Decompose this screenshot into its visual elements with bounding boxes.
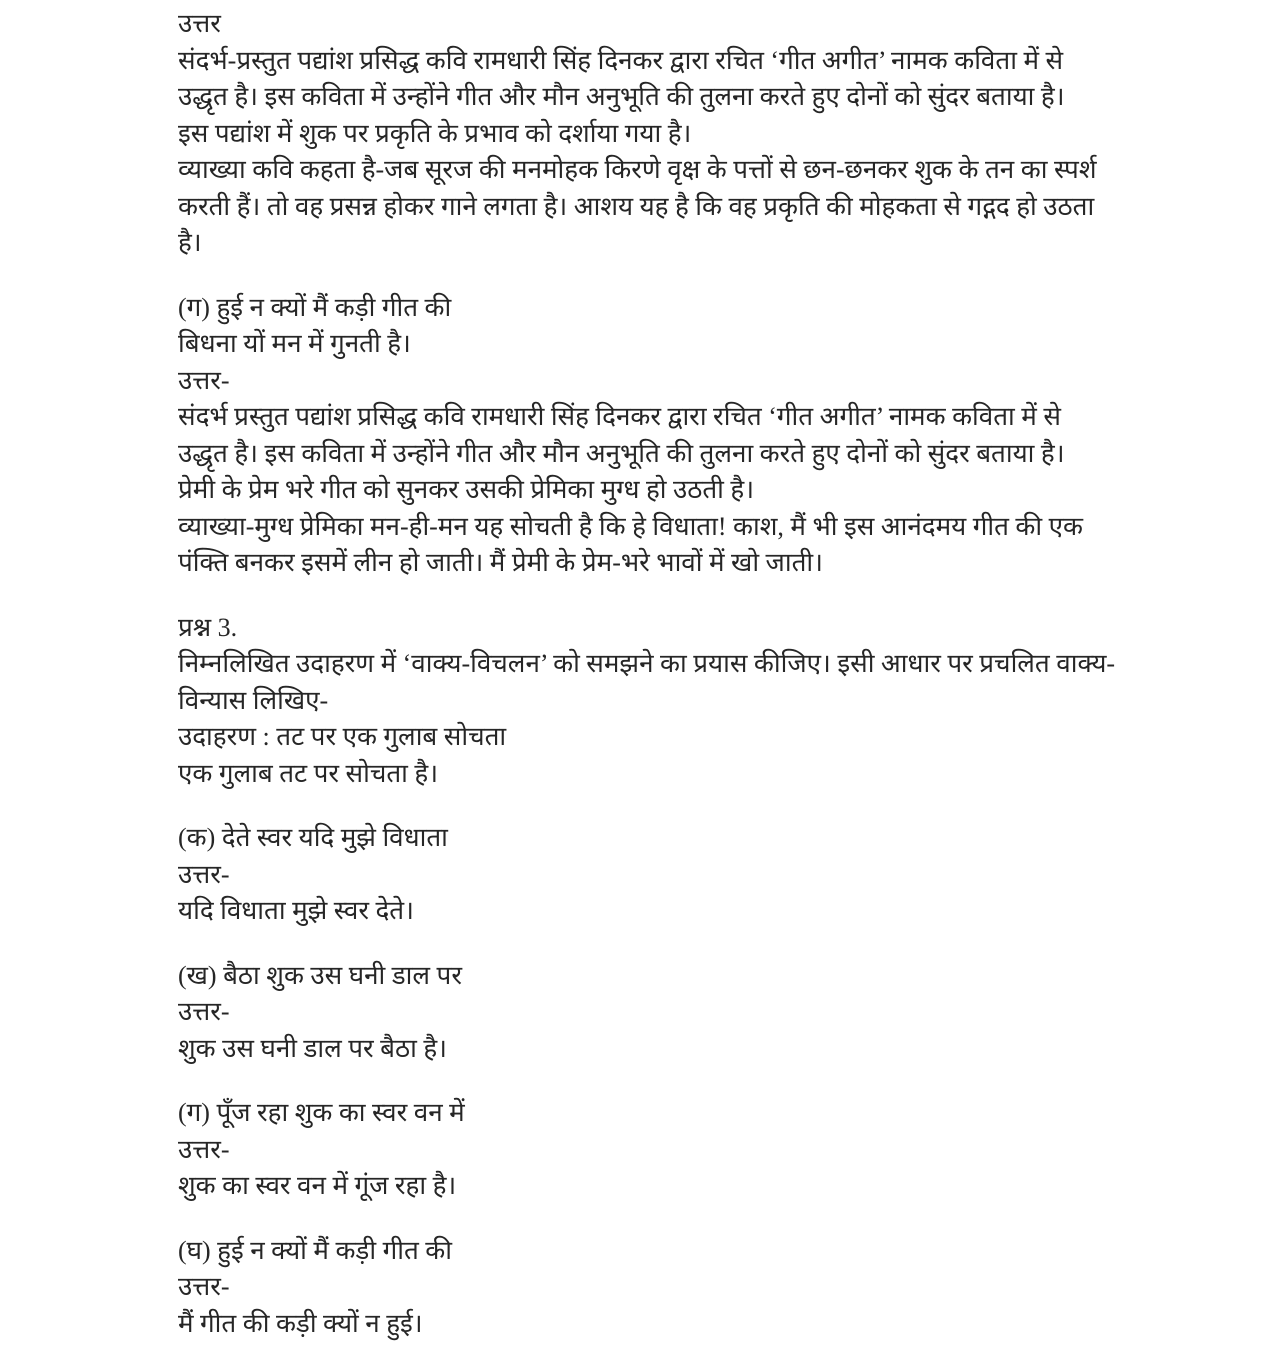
- text-line: पंक्ति बनकर इसमें लीन हो जाती। मैं प्रेमी के प्रेम-भरे भावों में खो जाती।: [178, 548, 823, 577]
- section-part-ga: [178, 1095, 1235, 1205]
- example-line: उदाहरण : तट पर एक गुलाब सोचता: [178, 722, 507, 751]
- answer-heading: उत्तर-: [178, 859, 230, 889]
- answer-heading: उत्तर-: [178, 1134, 230, 1164]
- verse-line: (ख) बैठा शुक उस घनी डाल पर: [178, 960, 462, 990]
- text-line: व्याख्या-मुग्ध प्रेमिका मन-ही-मन यह सोचती है कि हे विधाता! काश, मैं भी इस आनंदमय गीत की एक: [178, 511, 1083, 541]
- text-line: उद्धृत है। इस कविता में उन्होंने गीत और मौन अनुभूति की तुलना करते हुए दोनों को सुंदर बताया है।: [178, 438, 1065, 468]
- verse-line: (ग) हुई न क्यों मैं कड़ी गीत की: [178, 292, 452, 322]
- answer-line: शुक उस घनी डाल पर बैठा है।: [178, 1033, 448, 1063]
- text-line: संदर्भ प्रस्तुत पद्यांश प्रसिद्ध कवि रामधारी सिंह दिनकर द्वारा रचित ‘गीत अगीत’ नामक कविता में से: [178, 402, 1061, 431]
- answer-heading: उत्तर: [178, 9, 221, 38]
- section-part-kha: [178, 958, 1235, 1068]
- text-line: इस पद्यांश में शुक पर प्रकृति के प्रभाव को दर्शाया गया है।: [178, 118, 692, 148]
- section-part-ka: [178, 820, 1235, 930]
- text-line: व्याख्या कवि कहता है-जब सूरज की मनमोहक किरणे वृक्ष के पत्तों से छन-छनकर शुक के तन का स्पर्श: [178, 155, 1097, 184]
- answer-line: यदि विधाता मुझे स्वर देते।: [178, 896, 414, 925]
- section-question-ga-verse: [178, 290, 1235, 582]
- text-line: प्रेमी के प्रेम भरे गीत को सुनकर उसकी प्रेमिका मुग्ध हो उठती है।: [178, 475, 755, 504]
- question-heading: प्रश्न 3.: [178, 612, 238, 642]
- answer-heading: उत्तर-: [178, 365, 230, 395]
- text-line: संदर्भ-प्रस्तुत पद्यांश प्रसिद्ध कवि रामधारी सिंह दिनकर द्वारा रचित ‘गीत अगीत’ नामक कविता में से: [178, 45, 1064, 75]
- text-line: है।: [178, 228, 202, 257]
- verse-line: (ग) पूँज रहा शुक का स्वर वन में: [178, 1098, 465, 1127]
- text-line: विन्यास लिखिए-: [178, 685, 329, 715]
- answer-line: शुक का स्वर वन में गूंज रहा है।: [178, 1171, 457, 1200]
- text-line: निम्नलिखित उदाहरण में ‘वाक्य-विचलन’ को समझने का प्रयास कीजिए। इसी आधार पर प्रचलित वाक्य-: [178, 649, 1116, 678]
- section-part-gha: [178, 1233, 1235, 1343]
- section-question-3: [178, 610, 1235, 793]
- verse-line: बिधना यों मन में गुनती है।: [178, 329, 411, 358]
- answer-line: मैं गीत की कड़ी क्यों न हुई।: [178, 1308, 423, 1338]
- section-answer-uttar: [178, 6, 1235, 262]
- answer-heading: उत्तर-: [178, 1272, 230, 1301]
- answer-heading: उत्तर-: [178, 997, 230, 1026]
- text-line: करती हैं। तो वह प्रसन्न होकर गाने लगता है। आशय यह है कि वह प्रकृति की मोहकता से गद्गद हो उठता: [178, 191, 1095, 221]
- example-line: एक गुलाब तट पर सोचता है।: [178, 758, 439, 788]
- verse-line: (क) देते स्वर यदि मुझे विधाता: [178, 823, 448, 852]
- verse-line: (घ) हुई न क्यों मैं कड़ी गीत की: [178, 1235, 452, 1265]
- text-line: उद्धृत है। इस कविता में उन्होंने गीत और मौन अनुभूति की तुलना करते हुए दोनों को सुंदर बताया है।: [178, 82, 1065, 111]
